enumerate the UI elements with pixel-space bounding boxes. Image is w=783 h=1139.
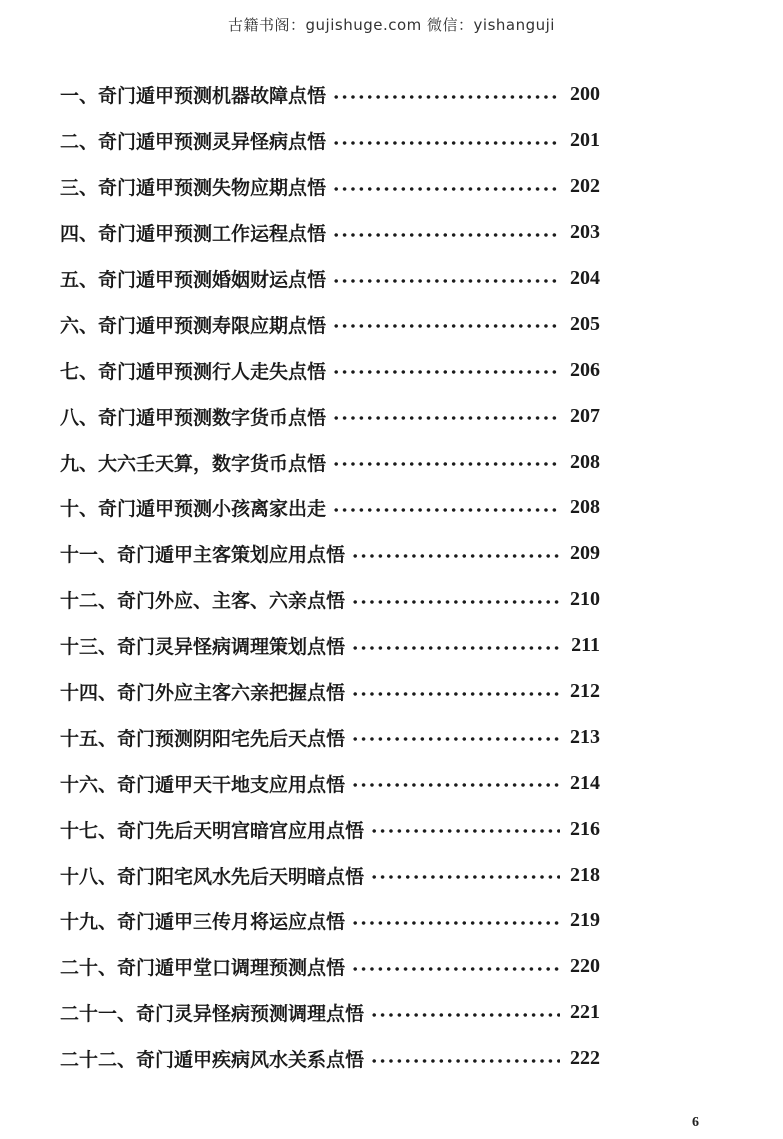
toc-entry-title: 十二、奇门外应、主客、六亲点悟 [60,590,346,613]
toc-entry-7 [60,347,600,393]
toc-leader-dots [351,967,560,971]
toc-leader-dots [370,829,560,833]
toc-entry-title: 二十、奇门遁甲堂口调理预测点悟 [60,957,346,980]
toc-leader-dots [351,646,560,650]
toc-entry-title: 九、大六壬天算，数字货币点悟 [60,452,327,475]
watermark-header: 古籍书阁：gujishuge.com 微信：yishanguji [228,16,555,34]
toc-entry-page: 201 [570,129,600,152]
toc-entry-page: 207 [570,404,600,427]
toc-leader-dots [370,875,560,879]
toc-entry-page: 213 [570,725,600,748]
toc-leader-dots [370,1013,560,1017]
toc-entry-6 [60,301,600,347]
toc-entry-title: 八、奇门遁甲预测数字货币点悟 [60,406,327,429]
toc-entry-14 [60,669,600,715]
toc-leader-dots [332,508,560,512]
toc-entry-title: 四、奇门遁甲预测工作运程点悟 [60,223,327,246]
toc-leader-dots [351,783,560,787]
toc-entry-page: 220 [570,955,600,978]
toc-entry-5 [60,256,600,302]
toc-entry-page: 214 [570,771,600,794]
page-number: 6 [692,1115,699,1130]
toc-entry-15 [60,714,600,760]
toc-entry-page: 222 [570,1047,600,1070]
toc-entry-title: 五、奇门遁甲预测婚姻财运点悟 [60,269,327,291]
toc-leader-dots [351,600,560,604]
toc-entry-page: 205 [570,312,600,335]
toc-entry-title: 十一、奇门遁甲主客策划应用点悟 [60,544,346,567]
toc-entry-page: 218 [570,863,600,886]
toc-entry-page: 204 [570,267,600,289]
toc-entry-11 [60,531,600,577]
toc-entry-3 [60,164,600,210]
toc-entry-18 [60,852,600,898]
toc-entry-16 [60,760,600,806]
toc-entry-12 [60,577,600,623]
toc-entry-13 [60,623,600,669]
toc-entry-title: 七、奇门遁甲预测行人走失点悟 [60,360,327,383]
toc-entry-title: 二十二、奇门遁甲疾病风水关系点悟 [60,1049,365,1072]
toc-entry-22 [60,1036,600,1082]
toc-entry-title: 一、奇门遁甲预测机器故障点悟 [60,85,327,108]
toc-leader-dots [332,324,560,328]
toc-leader-dots [370,1059,560,1063]
toc-entry-title: 十、奇门遁甲预测小孩离家出走 [60,498,327,521]
toc-leader-dots [332,279,560,283]
toc-leader-dots [332,370,560,374]
toc-entry-4 [60,210,600,256]
toc-entry-1 [60,72,600,118]
toc-entry-19 [60,898,600,944]
toc-entry-title: 十五、奇门预测阴阳宅先后天点悟 [60,727,346,750]
table-of-contents [60,72,600,1082]
toc-entry-page: 212 [570,680,600,703]
toc-entry-title: 二、奇门遁甲预测灵异怪病点悟 [60,131,327,154]
toc-entry-page: 209 [570,542,600,565]
toc-entry-title: 六、奇门遁甲预测寿限应期点悟 [60,314,327,337]
toc-leader-dots [332,416,560,420]
toc-entry-page: 210 [570,588,600,611]
toc-entry-9 [60,439,600,485]
toc-entry-page: 208 [570,450,600,473]
toc-leader-dots [351,692,560,696]
toc-leader-dots [332,95,560,99]
toc-entry-page: 208 [570,496,600,519]
toc-leader-dots [351,737,560,741]
toc-entry-title: 十四、奇门外应主客六亲把握点悟 [60,682,346,705]
toc-entry-title: 十六、奇门遁甲天干地支应用点悟 [60,773,346,796]
toc-entry-title: 二十一、奇门灵异怪病预测调理点悟 [60,1003,365,1026]
toc-entry-page: 202 [570,175,600,198]
toc-leader-dots [332,187,560,191]
toc-entry-page: 221 [570,1001,600,1024]
toc-leader-dots [351,921,560,925]
toc-entry-page: 219 [570,909,600,932]
toc-entry-page: 216 [570,817,600,840]
toc-entry-20 [60,944,600,990]
toc-entry-page: 203 [570,221,600,244]
toc-leader-dots [332,462,560,466]
toc-entry-17 [60,806,600,852]
toc-entry-title: 十七、奇门先后天明宫暗宫应用点悟 [60,819,365,842]
toc-leader-dots [332,233,560,237]
toc-entry-21 [60,990,600,1036]
toc-entry-title: 三、奇门遁甲预测失物应期点悟 [60,177,327,200]
toc-entry-title: 十三、奇门灵异怪病调理策划点悟 [60,636,346,659]
toc-entry-page: 200 [570,83,600,106]
toc-entry-10 [60,485,600,531]
toc-entry-title: 十八、奇门阳宅风水先后天明暗点悟 [60,865,365,888]
toc-entry-2 [60,118,600,164]
toc-entry-title: 十九、奇门遁甲三传月将运应点悟 [60,911,346,934]
toc-entry-8 [60,393,600,439]
toc-leader-dots [332,141,560,145]
toc-leader-dots [351,554,560,558]
toc-entry-page: 211 [571,634,600,657]
toc-entry-page: 206 [570,358,600,381]
